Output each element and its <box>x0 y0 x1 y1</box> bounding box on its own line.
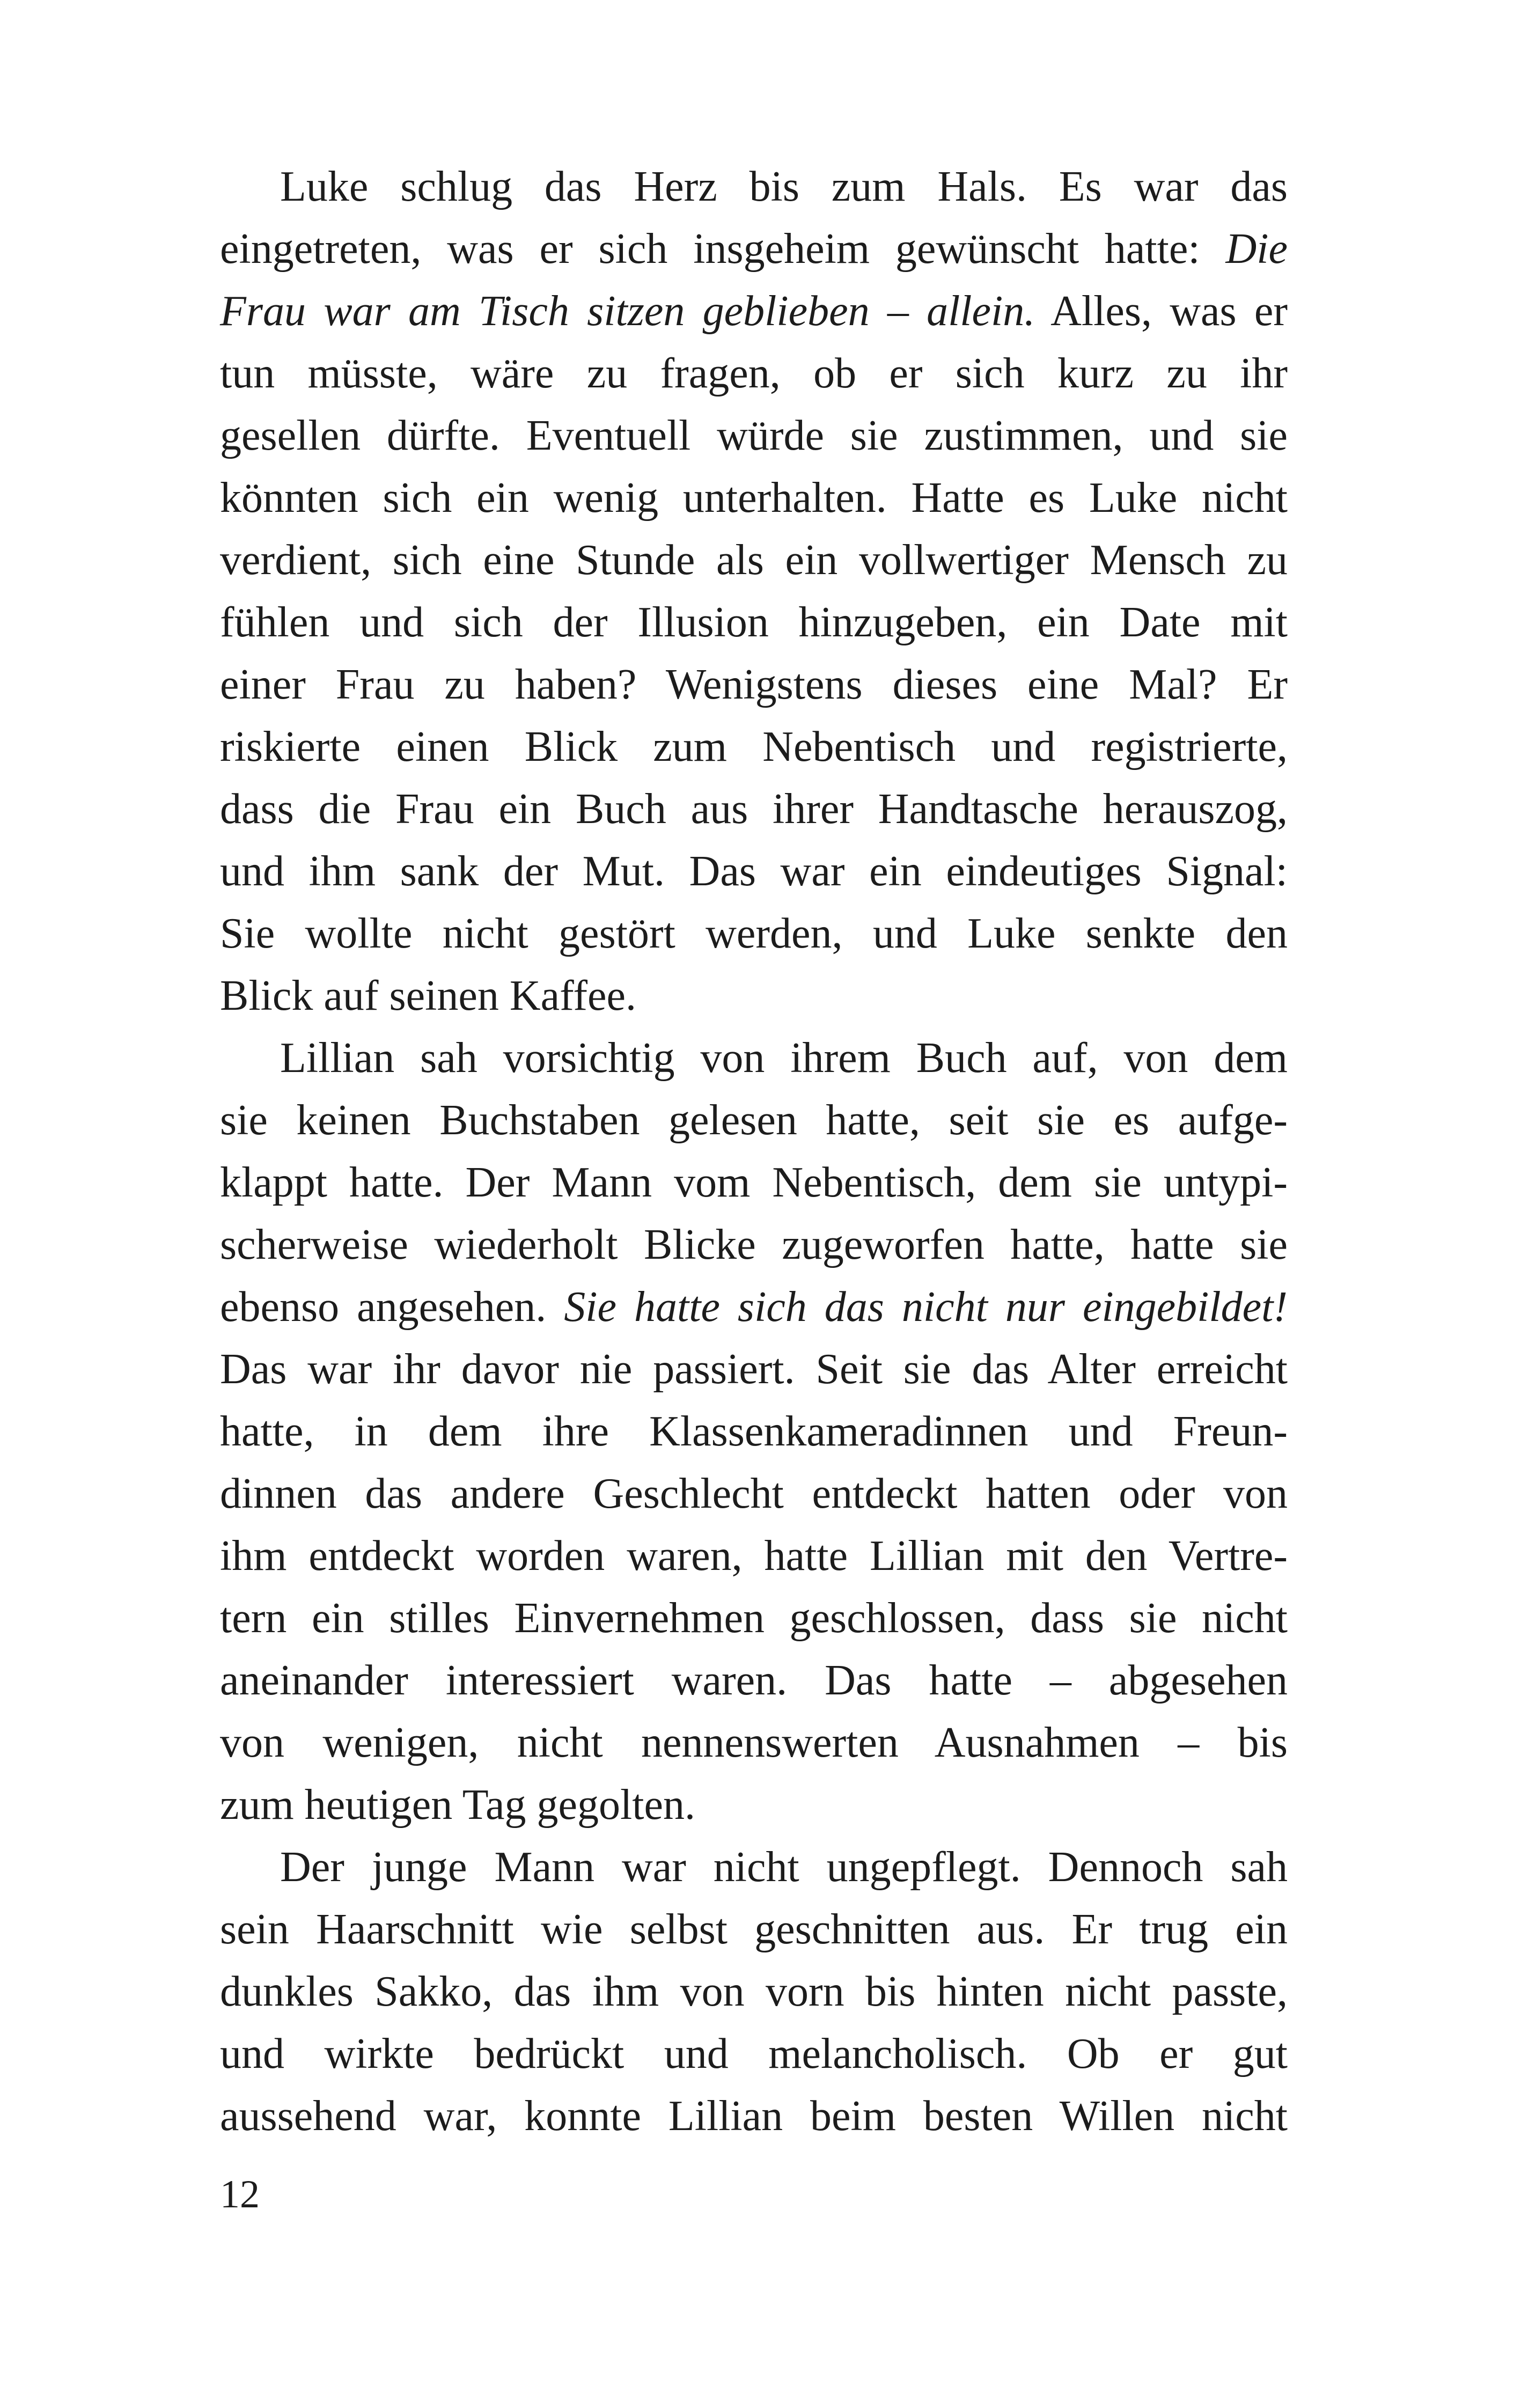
text-line: fühlen und sich der Illusion hinzugeben, ein Date mit <box>220 599 1288 646</box>
italic-text: Sie hatte sich das nicht nur eingebildet! <box>564 1283 1288 1331</box>
paragraph-1 <box>220 156 1288 1027</box>
paragraph-2 <box>220 1027 1288 1836</box>
text-line: einer Frau zu haben? Wenigstens dieses eine Mal? Er <box>220 661 1288 708</box>
text-line: und ihm sank der Mut. Das war ein eindeutiges Signal: <box>220 848 1288 895</box>
text-line: riskierte einen Blick zum Nebentisch und registrierte, <box>220 723 1288 770</box>
text-line: hatte, in dem ihre Klassenkameradinnen und Freun- <box>220 1408 1288 1455</box>
text-line: sein Haarschnitt wie selbst geschnitten aus. Er trug ein <box>220 1906 1288 1953</box>
text-line: von wenigen, nicht nennenswerten Ausnahmen – bis <box>220 1719 1288 1766</box>
text-line: aussehend war, konnte Lillian beim besten Willen nicht <box>220 2093 1288 2140</box>
text-line: Sie wollte nicht gestört werden, und Luke senkte den <box>220 910 1288 957</box>
text-line: dunkles Sakko, das ihm von vorn bis hinten nicht passte, <box>220 1968 1288 2015</box>
text-line: zum heutigen Tag gegolten. <box>220 1781 696 1829</box>
text-line: ihm entdeckt worden waren, hatte Lillian mit den Vertre- <box>220 1532 1288 1580</box>
text-line: Das war ihr davor nie passiert. Seit sie das Alter erreicht <box>220 1346 1288 1393</box>
text-line: sie keinen Buchstaben gelesen hatte, seit sie es aufge- <box>220 1097 1288 1144</box>
text-line: gesellen dürfte. Eventuell würde sie zustimmen, und sie <box>220 412 1288 459</box>
text-line: dinnen das andere Geschlecht entdeckt hatten oder von <box>220 1470 1288 1517</box>
text-line: tern ein stilles Einvernehmen geschlossen, dass sie nicht <box>220 1595 1288 1642</box>
text-line: aneinander interessiert waren. Das hatte – abgesehen <box>220 1657 1288 1704</box>
text-line: scherweise wiederholt Blicke zugeworfen hatte, hatte sie <box>220 1221 1288 1268</box>
text-line: könnten sich ein wenig unterhalten. Hatte es Luke nicht <box>220 474 1288 522</box>
text-line: Der junge Mann war nicht ungepflegt. Dennoch sah <box>280 1844 1288 1891</box>
italic-text: Frau war am Tisch sitzen geblieben – allein. <box>220 288 1035 335</box>
text-line: Lillian sah vorsichtig von ihrem Buch auf, von dem <box>280 1034 1288 1082</box>
text-line: dass die Frau ein Buch aus ihrer Handtasche herauszog, <box>220 785 1288 833</box>
page-number: 12 <box>220 2172 260 2216</box>
paragraph-3 <box>220 1836 1288 2147</box>
body-text <box>220 156 1288 2147</box>
italic-text: Die <box>1225 225 1288 273</box>
text-line: tun müsste, wäre zu fragen, ob er sich kurz zu ihr <box>220 350 1288 397</box>
text-line: und wirkte bedrückt und melancholisch. Ob er gut <box>220 2030 1288 2077</box>
text-line: klappt hatte. Der Mann vom Nebentisch, dem sie untypi- <box>220 1159 1288 1206</box>
text-line: Blick auf seinen Kaffee. <box>220 972 636 1019</box>
text-line: ebenso angesehen. Sie hatte sich das nicht nur eingebildet! <box>220 1283 1288 1331</box>
text-line: verdient, sich eine Stunde als ein vollwertiger Mensch zu <box>220 537 1288 584</box>
text-line: Luke schlug das Herz bis zum Hals. Es war das <box>280 163 1288 210</box>
text-line: Frau war am Tisch sitzen geblieben – allein. Alles, was er <box>220 288 1288 335</box>
text-line: eingetreten, was er sich insgeheim gewünscht hatte: Die <box>220 225 1288 273</box>
